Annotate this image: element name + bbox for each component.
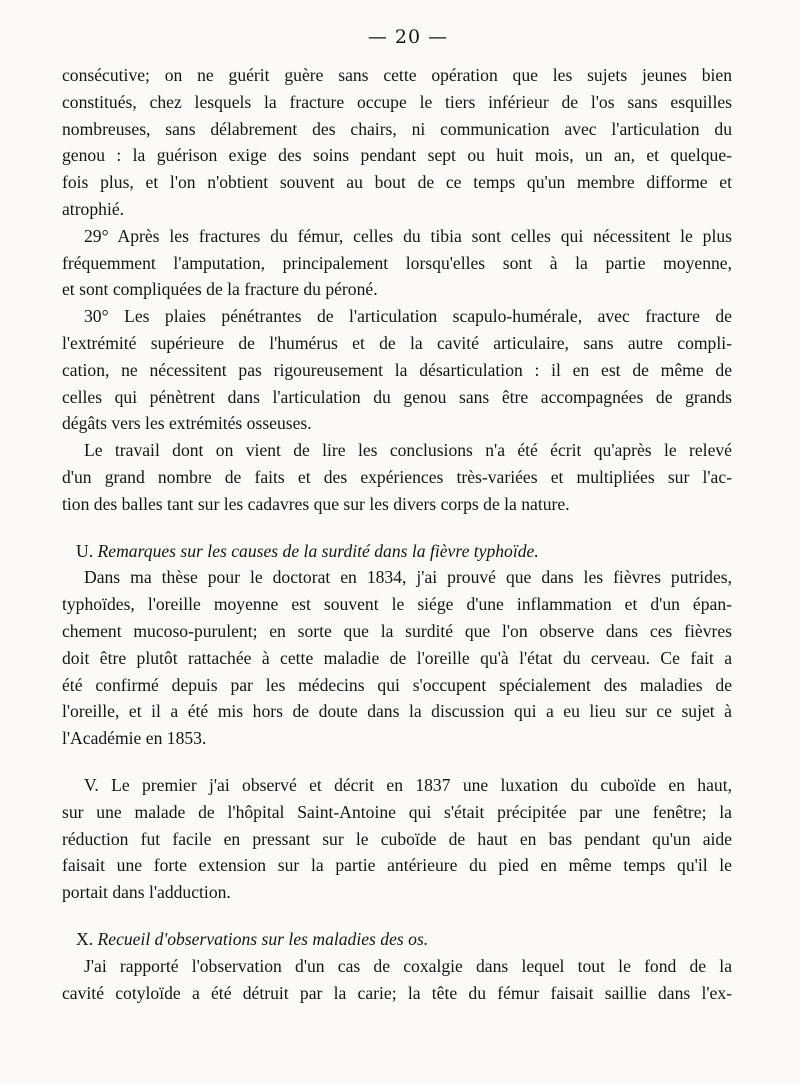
text-line: dégâts vers les extrémités osseuses. [62,413,312,434]
text-line: et sont compliquées de la fracture du péroné. [62,279,378,300]
text-line: réduction fut facile en pressant sur le cuboïde de haut en bas pendant qu'un aide [62,828,732,849]
section-x [62,926,732,1006]
text-line: cation, ne nécessitent pas rigoureusement la désarticulation : il en est de même de [62,359,732,380]
text-line: doit être plutôt rattachée à cette maladie de l'oreille qu'à l'état du cerveau. Ce fait a [62,647,732,668]
text-line: V. Le premier j'ai observé et décrit en 1837 une luxation du cuboïde en haut, [84,774,732,795]
section-u [62,538,732,752]
paragraph-29 [62,223,732,303]
section-heading [62,926,732,953]
paragraph-continuation [62,62,732,223]
text-line: portait dans l'adduction. [62,882,231,903]
section-heading [62,538,732,565]
section-title: Recueil d'observations sur les maladies des os. [97,928,429,949]
section-v [62,772,732,906]
text-line: Dans ma thèse pour le doctorat en 1834, j'ai prouvé que dans les fièvres putrides, [84,567,732,588]
text-line: chement mucoso-purulent; en sorte que la surdité que l'on observe dans ces fièvres [62,620,732,641]
text-line: l'Académie en 1853. [62,728,207,749]
text-line: celles qui pénètrent dans l'articulation du genou sans être accompagnées de grands [62,386,732,407]
text-line: cavité cotyloïde a été détruit par la carie; la tête du fémur faisait saillie dans l'ex- [62,982,732,1003]
text-line: constitués, chez lesquels la fracture occupe le tiers inférieur de l'os sans esquilles [62,91,732,112]
text-line: consécutive; on ne guérit guère sans cette opération que les sujets jeunes bien [62,65,732,85]
text-line: sur une malade de l'hôpital Saint-Antoine qui s'était précipitée par une fenêtre; la [62,801,732,822]
text-line: Le travail dont on vient de lire les conclusions n'a été écrit qu'après le relevé [84,440,732,461]
paragraph-30 [62,303,732,437]
text-line: 30° Les plaies pénétrantes de l'articulation scapulo-humérale, avec fracture de [84,306,732,327]
section-letter: U. [76,540,94,561]
page-number: — 20 — [367,26,449,48]
paragraph-conclusion [62,437,732,517]
section-title: Remarques sur les causes de la surdité dans la fièvre typhoïde. [97,540,539,561]
text-line: tion des balles tant sur les cadavres que sur les divers corps de la nature. [62,493,570,514]
text-line: d'un grand nombre de faits et des expériences très-variées et multipliées sur l'ac- [62,466,732,487]
text-line: 29° Après les fractures du fémur, celles du tibia sont celles qui nécessitent le plus [84,225,732,246]
page-body [62,62,732,1006]
section-letter: X. [76,928,94,949]
text-line: l'extrémité supérieure de l'humérus et de la cavité articulaire, sans autre compli- [62,332,732,353]
text-line: atrophié. [62,198,125,219]
text-line: été confirmé depuis par les médecins qui s'occupent spécialement des maladies de [62,674,732,695]
text-line: nombreuses, sans délabrement des chairs, ni communication avec l'articulation du [62,118,732,139]
text-line: faisait une forte extension sur la partie antérieure du pied en même temps qu'il le [62,855,732,876]
text-line: typhoïdes, l'oreille moyenne est souvent le siége d'une inflammation et d'un épan- [62,594,732,615]
text-line: fois plus, et l'on n'obtient souvent au bout de ce temps qu'un membre difforme et [62,172,732,193]
text-line: fréquemment l'amputation, principalement lorsqu'elles sont à la partie moyenne, [62,252,732,273]
text-line: genou : la guérison exige des soins pendant sept ou huit mois, un an, et quelque- [62,145,732,166]
text-line: J'ai rapporté l'observation d'un cas de coxalgie dans lequel tout le fond de la [84,955,732,976]
text-line: l'oreille, et il a été mis hors de doute dans la discussion qui a eu lieu sur ce sujet à [62,701,732,722]
